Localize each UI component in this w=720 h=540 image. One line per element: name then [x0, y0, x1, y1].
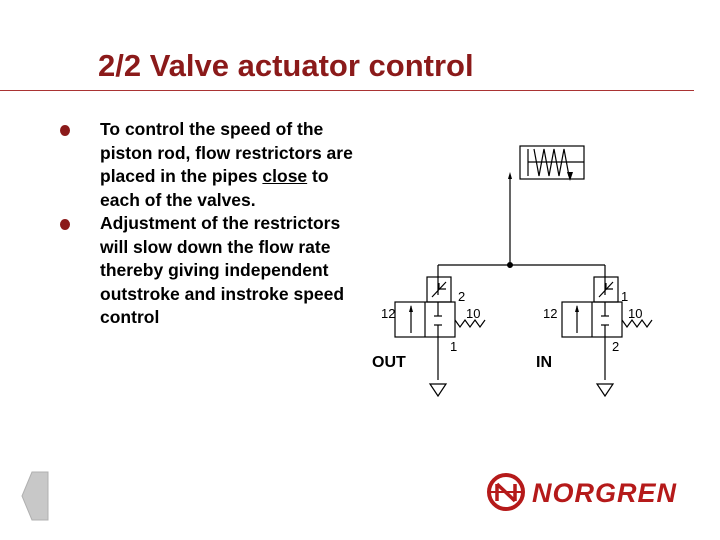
right-pilot-port-label: 12	[543, 306, 558, 321]
norgren-logo-icon	[484, 470, 528, 514]
brand-name: NORGREN	[532, 478, 678, 508]
slide-title: 2/2 Valve actuator control	[98, 48, 474, 83]
back-arrow-icon[interactable]	[20, 470, 50, 522]
right-spring-port-label: 10	[628, 306, 643, 321]
left-pilot-port-label: 12	[381, 306, 396, 321]
right-port-bottom-label: 2	[612, 339, 620, 354]
cylinder-spring-arrow-icon	[567, 172, 573, 181]
bullet-text-2: Adjustment of the restrictors will slow down the flow rate thereby giving independent outstroke and instroke speed control	[100, 213, 345, 327]
junction-dot	[507, 262, 513, 268]
bullet-text-1-before: To control the speed of the piston rod, flow restrictors are placed in the pipes	[100, 119, 353, 186]
left-exhaust-icon	[430, 384, 446, 396]
bullet-text-1-after: to each of the valves.	[100, 166, 329, 210]
right-port-top-label: 1	[621, 289, 629, 304]
left-valve-spring-icon	[455, 320, 485, 327]
right-supply-icon	[597, 384, 613, 396]
cylinder-port-arrow-icon	[508, 172, 512, 179]
left-port-top-label: 2	[458, 289, 466, 304]
left-spring-port-label: 10	[466, 306, 481, 321]
right-valve-label: IN	[536, 354, 552, 371]
bullet-text-1-emphasis: close	[262, 166, 308, 186]
left-flow-arrow-icon	[409, 305, 413, 312]
right-valve-spring-icon	[622, 320, 652, 327]
right-flow-arrow-icon	[575, 305, 579, 312]
left-port-bottom-label: 1	[450, 339, 458, 354]
left-valve-label: OUT	[372, 354, 406, 371]
